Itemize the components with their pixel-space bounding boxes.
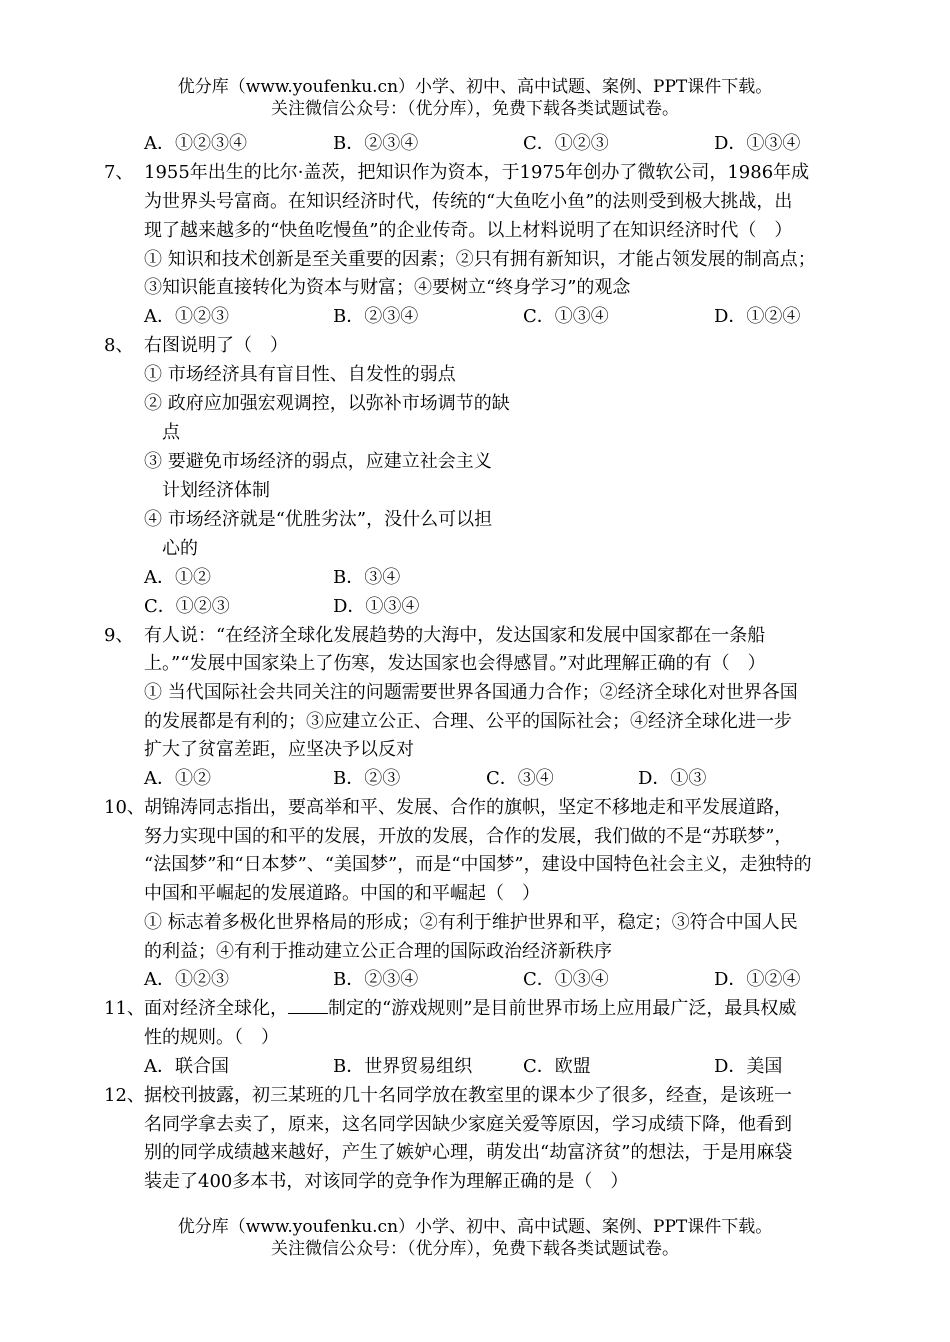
header-line-1: 优分库（www.youfenku.cn）小学、初中、高中试题、案例、PPT课件下载。	[177, 77, 773, 97]
q9-option-a: A．①②	[144, 768, 211, 789]
q11-line: 性的规则。（ ）	[144, 1027, 279, 1048]
q9-option-c: C．③④	[486, 768, 554, 789]
q10-line: 努力实现中国的和平的发展，开放的发展，合作的发展，我们做的不是“苏联梦”，	[144, 826, 793, 847]
q7-option-d: D．①②④	[714, 306, 801, 327]
page-footer	[0, 1216, 950, 1260]
q11-option-c: C．欧盟	[523, 1056, 591, 1077]
q7-line: 1955年出生的比尔·盖茨，把知识作为资本，于1975年创办了微软公司，1986年成	[144, 162, 810, 183]
q11-answer-blank	[288, 997, 328, 1014]
q8-line: 点	[162, 422, 180, 443]
q6-option-a: A．①②③④	[144, 133, 247, 154]
q8-line: 计划经济体制	[162, 480, 270, 501]
q8-option-d: D．①③④	[333, 596, 420, 617]
q6-option-c: C．①②③	[523, 133, 609, 154]
q7-option-c: C．①③④	[523, 306, 609, 327]
header-line-2: 关注微信公众号：（优分库），免费下载各类试题试卷。	[271, 99, 679, 119]
q8-line: 心的	[162, 538, 198, 559]
q9-number: 9、	[104, 625, 134, 646]
q8-option-a: A．①②	[144, 567, 211, 588]
q12-line: 名同学拿去卖了，原来，这名同学因缺少家庭关爱等原因，学习成绩下降，他看到	[144, 1114, 792, 1135]
q10-line: 胡锦涛同志指出，要高举和平、发展、合作的旗帜，坚定不移地走和平发展道路，	[144, 797, 792, 818]
q8-number: 8、	[104, 335, 134, 356]
q10-number: 10、	[104, 797, 145, 818]
footer-line-2: 关注微信公众号：（优分库），免费下载各类试题试卷。	[271, 1239, 679, 1259]
q7-line: ① 知识和技术创新是至关重要的因素；②只有拥有新知识，才能占领发展的制高点；	[144, 249, 816, 270]
q10-line: ① 标志着多极化世界格局的形成；②有利于维护世界和平，稳定；③符合中国人民	[144, 912, 798, 933]
q9-line: 扩大了贫富差距，应坚决予以反对	[144, 739, 414, 760]
q11-option-a: A．联合国	[144, 1056, 229, 1077]
q11-text-after-blank: 制定的“游戏规则”是目前世界市场上应用最广泛，最具权威	[328, 998, 797, 1019]
q10-line: 中国和平崛起的发展道路。中国的和平崛起（ ）	[144, 883, 540, 904]
q10-line: 的利益；④有利于推动建立公正合理的国际政治经济新秩序	[144, 941, 612, 962]
q7-line: 为世界头号富商。在知识经济时代，传统的“大鱼吃小鱼”的法则受到极大挑战，出	[144, 191, 793, 212]
q8-line: ① 市场经济具有盲目性、自发性的弱点	[144, 364, 456, 385]
q12-line: 别的同学成绩越来越好，产生了嫉妒心理，萌发出“劫富济贫”的想法，于是用麻袋	[144, 1142, 793, 1163]
q9-option-b: B．②③	[333, 768, 401, 789]
q7-number: 7、	[104, 162, 134, 183]
q8-line: ② 政府应加强宏观调控，以弥补市场调节的缺	[144, 393, 510, 414]
q10-line: “法国梦”和“日本梦”、“美国梦”，而是“中国梦”，建设中国特色社会主义，走独特的	[144, 854, 812, 875]
q11-text-before-blank: 面对经济全球化，	[144, 998, 288, 1019]
q10-option-b: B．②③④	[333, 969, 419, 990]
q11-option-b: B．世界贸易组织	[333, 1056, 473, 1077]
q6-option-d: D．①③④	[714, 133, 801, 154]
q6-option-b: B．②③④	[333, 133, 419, 154]
q12-number: 12、	[104, 1085, 145, 1106]
q9-option-d: D．①③	[638, 768, 707, 789]
q12-line: 据校刊披露，初三某班的几十名同学放在教室里的课本少了很多，经查，是该班一	[144, 1085, 792, 1106]
q7-line: 现了越来越多的“快鱼吃慢鱼”的企业传奇。以上材料说明了在知识经济时代（ ）	[144, 220, 793, 241]
q8-line: ④ 市场经济就是“优胜劣汰”，没什么可以担	[144, 509, 493, 530]
q11-line	[144, 997, 796, 1021]
q8-line: ③ 要避免市场经济的弱点，应建立社会主义	[144, 451, 492, 472]
q9-line: ① 当代国际社会共同关注的问题需要世界各国通力合作；②经济全球化对世界各国	[144, 682, 798, 703]
q10-option-a: A．①②③	[144, 969, 229, 990]
q7-option-a: A．①②③	[144, 306, 229, 327]
q10-option-c: C．①③④	[523, 969, 609, 990]
footer-line-1: 优分库（www.youfenku.cn）小学、初中、高中试题、案例、PPT课件下载。	[177, 1217, 773, 1237]
q9-line: 上。”“发展中国家染上了伤寒，发达国家也会得感冒。”对此理解正确的有（ ）	[144, 653, 766, 674]
q11-number: 11、	[104, 998, 145, 1019]
q7-line: ③知识能直接转化为资本与财富；④要树立“终身学习”的观念	[144, 277, 631, 298]
q8-line: 右图说明了（ ）	[144, 335, 288, 356]
q7-option-b: B．②③④	[333, 306, 419, 327]
q10-option-d: D．①②④	[714, 969, 801, 990]
page-header	[0, 76, 950, 120]
q11-option-d: D．美国	[714, 1056, 783, 1077]
q8-option-b: B．③④	[333, 567, 401, 588]
q9-line: 有人说：“在经济全球化发展趋势的大海中，发达国家和发展中国家都在一条船	[144, 625, 766, 646]
q8-option-c: C．①②③	[144, 596, 230, 617]
q9-line: 的发展都是有利的；③应建立公正、合理、公平的国际社会；④经济全球化进一步	[144, 711, 792, 732]
q12-line: 装走了400多本书，对该同学的竞争作为理解正确的是（ ）	[144, 1171, 629, 1192]
